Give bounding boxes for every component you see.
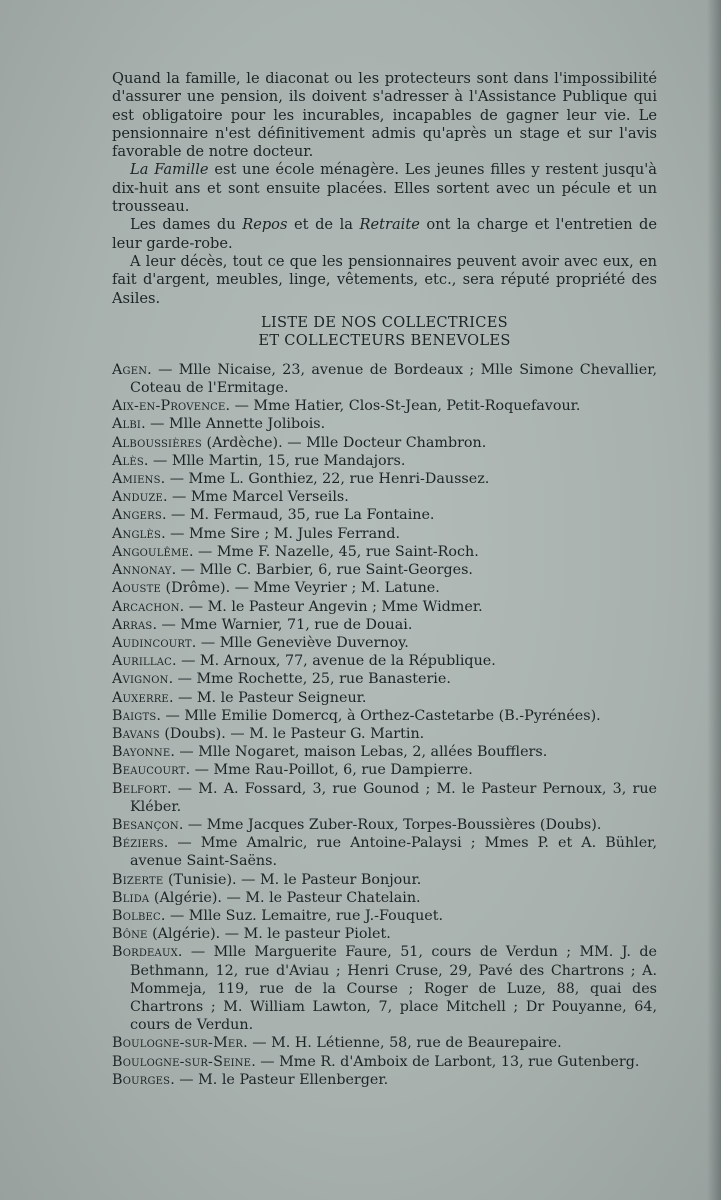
city-name: Audincourt [112, 634, 192, 651]
collector-details: . — Mme Amalric, rue Antoine-Palaysi ; Mmes P. et A. Bühler, avenue Saint-Saëns. [130, 835, 657, 870]
list-item [112, 943, 657, 1034]
collector-details: . — Mme L. Gonthiez, 22, rue Henri-Daussez. [160, 471, 490, 488]
list-item [112, 871, 657, 889]
collector-details: . — M. Fermaud, 35, rue La Fontaine. [161, 507, 435, 524]
city-name: Aouste [112, 580, 161, 597]
intro-paragraph-2 [112, 161, 657, 216]
collector-details: . — Mlle Geneviève Duvernoy. [191, 634, 409, 651]
city-name: Angers [112, 507, 162, 524]
city-name: Bizerte [112, 871, 164, 888]
list-heading-line-1: LISTE DE NOS COLLECTRICES [261, 313, 508, 331]
collector-details: (Algérie). — M. le Pasteur Chatelain. [149, 889, 421, 906]
list-item [112, 506, 657, 524]
city-name: Belfort [112, 780, 168, 797]
list-item [112, 598, 657, 616]
city-name: Albi [112, 416, 142, 433]
list-item [112, 689, 657, 707]
collector-details: . — Mme F. Nazelle, 45, rue Saint-Roch. [188, 543, 479, 560]
list-item [112, 925, 657, 943]
city-name: Bayonne [112, 744, 171, 761]
collector-details: (Tunisie). — M. le Pasteur Bonjour. [163, 871, 422, 888]
collector-details: . — Mlle Annette Jolibois. [141, 416, 326, 433]
city-name: Bolbec [112, 907, 161, 924]
list-item [112, 361, 657, 397]
list-item [112, 1034, 657, 1052]
collector-details: . — M. le Pasteur Angevin ; Mme Widmer. [179, 598, 483, 615]
list-heading [112, 314, 657, 351]
list-item [112, 761, 657, 779]
list-item [112, 707, 657, 725]
city-name: Auxerre [112, 689, 169, 706]
city-name: Anduze [112, 489, 163, 506]
list-item [112, 889, 657, 907]
list-item [112, 1071, 657, 1089]
city-name: Amiens [112, 471, 161, 488]
list-item [112, 488, 657, 506]
city-name: Beaucourt [112, 762, 186, 779]
collector-details: (Ardèche). — Mlle Docteur Chambron. [201, 434, 487, 451]
list-item [112, 634, 657, 652]
collector-details: . — Mme Rochette, 25, rue Banasterie. [168, 671, 451, 688]
city-name: Blida [112, 889, 150, 906]
page-spine-shadow [707, 0, 721, 1200]
city-name: Besançon [112, 816, 179, 833]
collector-details: (Doubs). — M. le Pasteur G. Martin. [159, 725, 425, 742]
city-name: Bavans [112, 725, 160, 742]
city-name: Aix-en-Provence [112, 398, 226, 415]
intro-paragraph-2-text: est une école ménagère. Les jeunes filles y restent jusqu'à dix-huit ans et sont ensuite placées. Elles sortent avec un pécule et un trousseau. [112, 161, 657, 216]
collector-details: . — M. le Pasteur Seigneur. [168, 689, 367, 706]
list-item [112, 1053, 657, 1071]
city-name: Arcachon [112, 598, 180, 615]
list-item [112, 743, 657, 761]
city-name: Bordeaux [112, 944, 178, 961]
city-name: Bône [112, 926, 148, 943]
list-item [112, 725, 657, 743]
list-item [112, 397, 657, 415]
list-heading-line-2: ET COLLECTEURS BENEVOLES [258, 332, 511, 350]
list-item [112, 652, 657, 670]
list-item [112, 434, 657, 452]
intro-paragraph-3 [112, 216, 657, 253]
intro-paragraph-3-a: Les dames du [130, 216, 243, 234]
intro-paragraph-3-b: et de la [287, 216, 360, 234]
list-item [112, 834, 657, 870]
city-name: Alboussières [112, 434, 202, 451]
retraite-title: Retraite [359, 216, 420, 234]
city-name: Anglès [112, 525, 162, 542]
collector-details: . — Mme R. d'Amboix de Larbont, 13, rue Gutenberg. [251, 1053, 640, 1070]
collector-details: . — Mlle Nogaret, maison Lebas, 2, allées Boufflers. [170, 744, 548, 761]
collector-details: . — Mlle C. Barbier, 6, rue Saint-Georges. [171, 562, 473, 579]
city-name: Béziers [112, 835, 164, 852]
la-famille-title: La Famille [130, 161, 209, 179]
collector-details: . — Mme Jacques Zuber-Roux, Torpes-Boussières (Doubs). [178, 816, 602, 833]
collector-details: . — M. le Pasteur Ellenberger. [170, 1071, 389, 1088]
city-name: Baigts [112, 707, 157, 724]
collector-details: (Algérie). — M. le pasteur Piolet. [147, 926, 391, 943]
collector-details: . — Mlle Nicaise, 23, avenue de Bordeaux ; Mlle Simone Chevallier, Coteau de l'Ermitage. [130, 361, 657, 397]
collector-details: . — M. H. Létienne, 58, rue de Beaurepaire. [243, 1035, 562, 1052]
list-item [112, 415, 657, 433]
page-content [112, 70, 657, 1089]
city-name: Avignon [112, 671, 169, 688]
collector-details: . — Mlle Emilie Domercq, à Orthez-Castetarbe (B.-Pyrénées). [156, 707, 601, 724]
list-item [112, 470, 657, 488]
collector-details: . — M. Arnoux, 77, avenue de la République. [172, 653, 496, 670]
collector-details: . — Mlle Marguerite Faure, 51, cours de Verdun ; MM. J. de Bethmann, 12, rue d'Aviau ; Henri Cruse, 29, Pavé des Chartrons ; A. Mommeja, 119, rue de la Course ; Roger de Luze, 88, quai des Chartrons ; M. William Lawton, 7, place Mitchell ; Dr Pouyanne, 64, cours de Verdun. [130, 944, 657, 1034]
city-name: Boulogne-sur-Seine [112, 1053, 252, 1070]
repos-title: Repos [242, 216, 288, 234]
collector-details: . — Mme Warnier, 71, rue de Douai. [152, 616, 413, 633]
list-item [112, 525, 657, 543]
collector-details: . — Mme Rau-Poillot, 6, rue Dampierre. [185, 762, 473, 779]
city-name: Aurillac [112, 653, 172, 670]
collector-details: . — Mlle Suz. Lemaitre, rue J.-Fouquet. [160, 907, 444, 924]
collector-details: . — M. A. Fossard, 3, rue Gounod ; M. le Pasteur Pernoux, 3, rue Kléber. [130, 780, 657, 815]
collector-details: . — Mlle Martin, 15, rue Mandajors. [143, 452, 406, 469]
collector-details: (Drôme). — Mme Veyrier ; M. Latune. [160, 580, 440, 597]
list-item [112, 579, 657, 597]
list-item [112, 816, 657, 834]
collectors-list [112, 361, 657, 1089]
city-name: Bourges [112, 1071, 171, 1088]
list-item [112, 670, 657, 688]
collector-details: . — Mme Sire ; M. Jules Ferrand. [161, 525, 401, 542]
list-item [112, 616, 657, 634]
list-item [112, 543, 657, 561]
city-name: Boulogne-sur-Mer [112, 1035, 244, 1052]
intro-paragraph-1: Quand la famille, le diaconat ou les protecteurs sont dans l'impossibilité d'assurer une pension, ils doivent s'adresser à l'Assistance Publique qui est obligatoire pour les incurables, incapables de gagner leur vie. Le pensionnaire n'est définitivement admis qu'après un stage et sur l'avis favorable de notre docteur. [112, 70, 657, 161]
list-item [112, 780, 657, 816]
city-name: Agen [112, 361, 148, 378]
list-item [112, 561, 657, 579]
intro-paragraph-4: A leur décès, tout ce que les pensionnaires peuvent avoir avec eux, en fait d'argent, meubles, linge, vêtements, etc., sera réputé propriété des Asiles. [112, 252, 657, 307]
intro-paragraph-3-c: ont la charge et l'entretien de leur garde-robe. [112, 216, 658, 252]
city-name: Alès [112, 452, 144, 469]
collector-details: . — Mme Hatier, Clos-St-Jean, Petit-Roquefavour. [225, 398, 581, 415]
list-item [112, 452, 657, 470]
city-name: Angoulême [112, 543, 189, 560]
city-name: Annonay [112, 562, 172, 579]
collector-details: . — Mme Marcel Verseils. [162, 489, 349, 506]
list-item [112, 907, 657, 925]
city-name: Arras [112, 616, 153, 633]
